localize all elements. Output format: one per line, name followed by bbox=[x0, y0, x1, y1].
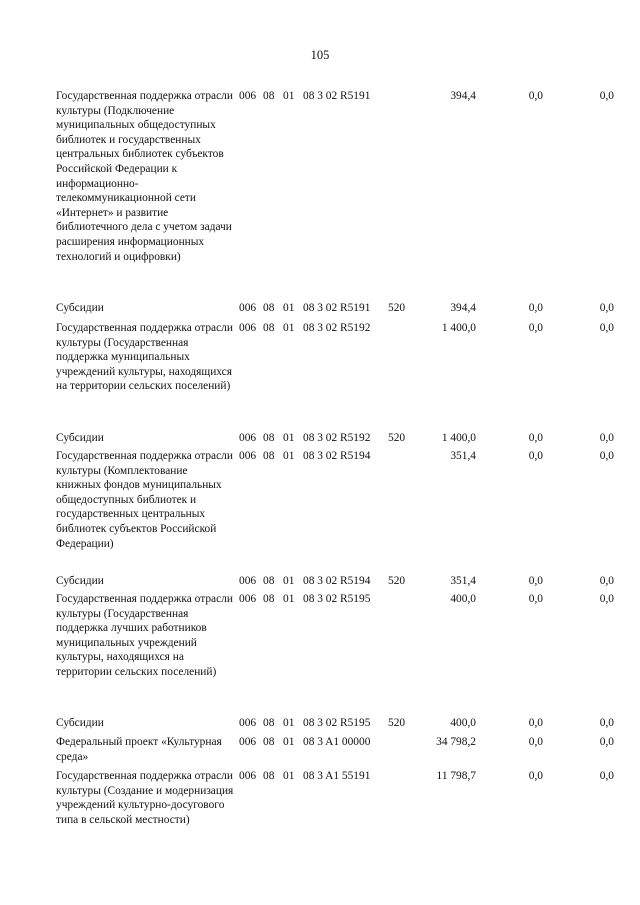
row-name: Государственная поддержка отрасли культуры (Государственная поддержка лучших работников муниципальных учреждений культуры, находящихся на территории сельских поселений) bbox=[56, 593, 233, 678]
row-name: Государственная поддержка отрасли культуры (Создание и модернизация учреждений культурно-досугового типа в сельской местности) bbox=[56, 770, 234, 826]
expense-type-code: 520 bbox=[388, 302, 406, 314]
amount-next-year: 0,0 bbox=[528, 302, 543, 314]
amount-following-year: 0,0 bbox=[599, 302, 614, 314]
subsection-code: 01 bbox=[283, 593, 295, 605]
target-article-code: 08 3 A1 00000 bbox=[303, 736, 371, 748]
section-code: 08 bbox=[263, 770, 275, 782]
amount-current-year: 34 798,2 bbox=[436, 736, 476, 748]
row-name: Государственная поддержка отрасли культуры (Государственная поддержка муниципальных учреждений культуры, находящихся на территории сельских поселений) bbox=[56, 322, 233, 393]
amount-next-year: 0,0 bbox=[528, 770, 543, 782]
amount-current-year: 394,4 bbox=[450, 90, 476, 102]
section-code: 08 bbox=[263, 432, 275, 444]
expense-type-code: 520 bbox=[388, 432, 406, 444]
amount-following-year: 0,0 bbox=[599, 575, 614, 587]
subsection-code: 01 bbox=[283, 302, 295, 314]
expense-type-code: 520 bbox=[388, 575, 406, 587]
target-article-code: 08 3 02 R5195 bbox=[303, 717, 371, 729]
section-code: 08 bbox=[263, 90, 275, 102]
row-name: Субсидии bbox=[56, 302, 104, 314]
amount-current-year: 1 400,0 bbox=[441, 432, 476, 444]
ministry-code: 006 bbox=[239, 450, 257, 462]
row-name: Федеральный проект «Культурная среда» bbox=[56, 736, 222, 763]
target-article-code: 08 3 02 R5194 bbox=[303, 450, 371, 462]
target-article-code: 08 3 02 R5192 bbox=[303, 322, 371, 334]
page-number: 105 bbox=[310, 48, 330, 62]
section-code: 08 bbox=[263, 593, 275, 605]
row-name: Субсидии bbox=[56, 575, 104, 587]
section-code: 08 bbox=[263, 575, 275, 587]
ministry-code: 006 bbox=[239, 432, 257, 444]
row-name: Государственная поддержка отрасли культуры (Подключение муниципальных общедоступных библиотек и государственных центральных библиотек субъектов Российской Федерации к информационно-телекоммуникационной сети «Интернет» и развитие библиотечного дела с учетом задачи расширения информационных технологий и оцифровки) bbox=[56, 90, 233, 263]
row-name: Субсидии bbox=[56, 717, 104, 729]
target-article-code: 08 3 A1 55191 bbox=[303, 770, 371, 782]
amount-current-year: 394,4 bbox=[450, 302, 476, 314]
amount-following-year: 0,0 bbox=[599, 593, 614, 605]
amount-current-year: 351,4 bbox=[450, 450, 476, 462]
subsection-code: 01 bbox=[283, 717, 295, 729]
amount-next-year: 0,0 bbox=[528, 90, 543, 102]
subsection-code: 01 bbox=[283, 450, 295, 462]
amount-next-year: 0,0 bbox=[528, 322, 543, 334]
amount-current-year: 11 798,7 bbox=[436, 770, 476, 782]
row-name: Государственная поддержка отрасли культуры (Комплектование книжных фондов муниципальных общедоступных библиотек и государственных центральных библиотек субъектов Российской Федерации) bbox=[56, 450, 233, 550]
target-article-code: 08 3 02 R5192 bbox=[303, 432, 371, 444]
target-article-code: 08 3 02 R5191 bbox=[303, 302, 371, 314]
subsection-code: 01 bbox=[283, 770, 295, 782]
subsection-code: 01 bbox=[283, 736, 295, 748]
amount-following-year: 0,0 bbox=[599, 432, 614, 444]
amount-next-year: 0,0 bbox=[528, 450, 543, 462]
section-code: 08 bbox=[263, 322, 275, 334]
row-name: Субсидии bbox=[56, 432, 104, 444]
amount-next-year: 0,0 bbox=[528, 575, 543, 587]
amount-following-year: 0,0 bbox=[599, 450, 614, 462]
ministry-code: 006 bbox=[239, 302, 257, 314]
amount-following-year: 0,0 bbox=[599, 736, 614, 748]
amount-current-year: 351,4 bbox=[450, 575, 476, 587]
section-code: 08 bbox=[263, 717, 275, 729]
section-code: 08 bbox=[263, 450, 275, 462]
amount-current-year: 400,0 bbox=[450, 717, 476, 729]
ministry-code: 006 bbox=[239, 736, 257, 748]
ministry-code: 006 bbox=[239, 593, 257, 605]
amount-next-year: 0,0 bbox=[528, 593, 543, 605]
subsection-code: 01 bbox=[283, 322, 295, 334]
subsection-code: 01 bbox=[283, 90, 295, 102]
target-article-code: 08 3 02 R5195 bbox=[303, 593, 371, 605]
ministry-code: 006 bbox=[239, 770, 257, 782]
amount-following-year: 0,0 bbox=[599, 90, 614, 102]
subsection-code: 01 bbox=[283, 432, 295, 444]
subsection-code: 01 bbox=[283, 575, 295, 587]
section-code: 08 bbox=[263, 302, 275, 314]
amount-following-year: 0,0 bbox=[599, 717, 614, 729]
ministry-code: 006 bbox=[239, 90, 257, 102]
amount-current-year: 400,0 bbox=[450, 593, 476, 605]
amount-current-year: 1 400,0 bbox=[441, 322, 476, 334]
target-article-code: 08 3 02 R5194 bbox=[303, 575, 371, 587]
ministry-code: 006 bbox=[239, 575, 257, 587]
amount-next-year: 0,0 bbox=[528, 736, 543, 748]
expense-type-code: 520 bbox=[388, 717, 406, 729]
ministry-code: 006 bbox=[239, 717, 257, 729]
ministry-code: 006 bbox=[239, 322, 257, 334]
amount-next-year: 0,0 bbox=[528, 717, 543, 729]
amount-following-year: 0,0 bbox=[599, 322, 614, 334]
amount-next-year: 0,0 bbox=[528, 432, 543, 444]
section-code: 08 bbox=[263, 736, 275, 748]
amount-following-year: 0,0 bbox=[599, 770, 614, 782]
target-article-code: 08 3 02 R5191 bbox=[303, 90, 371, 102]
